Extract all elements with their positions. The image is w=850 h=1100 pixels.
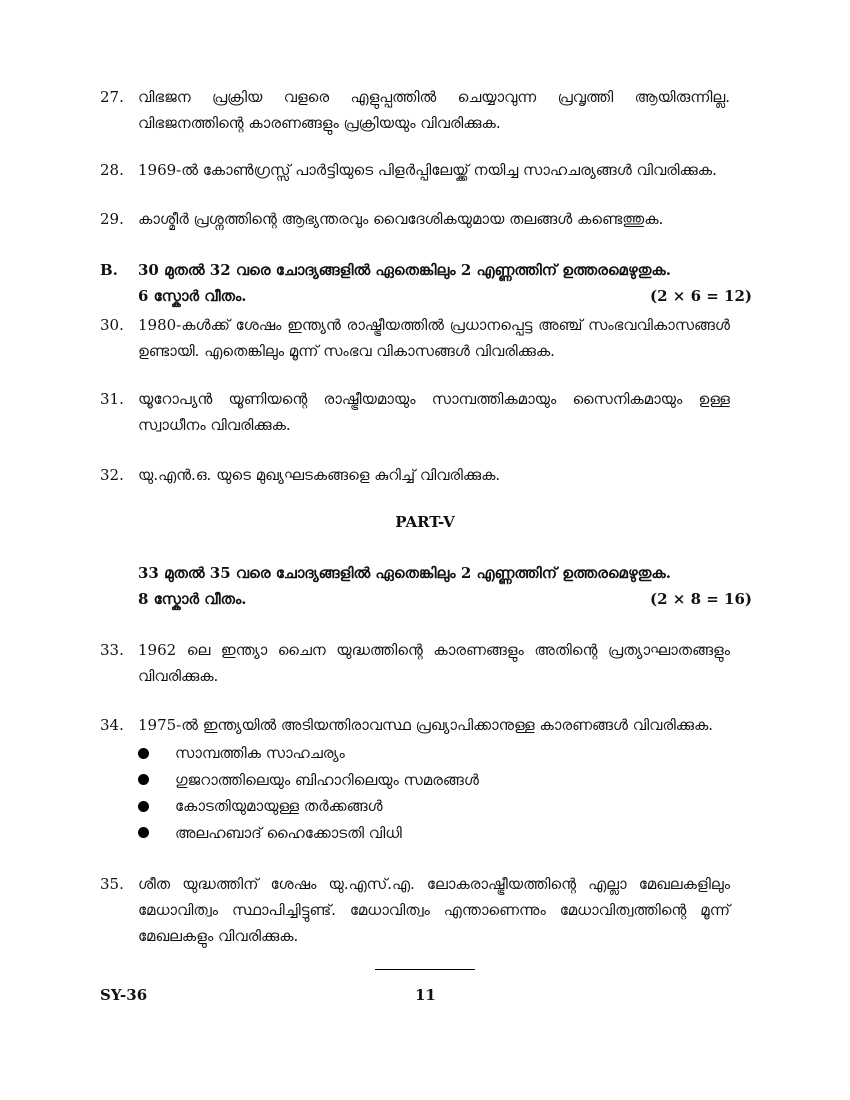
list-item xyxy=(138,793,738,820)
list-item-text: അലഹബാദ് ഹൈക്കോടതി വിധി xyxy=(175,823,402,842)
section-part5-instructions xyxy=(100,560,752,612)
question-text: 1962 ലെ ഇന്ത്യാ ചൈന യുദ്ധത്തിന്റെ കാരണങ്ങളും അതിന്റെ പ്രത്യാഘാതങ്ങളും വിവരിക്കുക. xyxy=(138,641,730,685)
bullet-icon xyxy=(138,827,149,838)
list-item xyxy=(138,767,738,794)
question-text: യു.എൻ.ഒ. യുടെ മുഖ്യഘടകങ്ങളെ കുറിച്ച് വിവരിക്കുക. xyxy=(138,466,501,484)
paper-code: SY-36 xyxy=(100,986,148,1004)
question-27 xyxy=(100,84,730,136)
bullet-icon xyxy=(138,774,149,785)
footer-divider xyxy=(375,969,475,970)
question-text: 1975-ൽ ഇന്ത്യയിൽ അടിയന്തിരാവസ്ഥ പ്രഖ്യാപിക്കാനുള്ള കാരണങ്ങൾ വിവരിക്കുക. xyxy=(138,716,714,734)
list-item xyxy=(138,740,738,767)
question-number: 29. xyxy=(100,210,124,228)
question-text: യൂറോപ്യൻ യൂണിയന്റെ രാഷ്ട്രീയമായും സാമ്പത്തികമായും സൈനികമായും ഉള്ള സ്വാധീനം വിവരിക്കുക. xyxy=(138,390,730,434)
score-each: 6 സ്കോർ വീതം. xyxy=(138,287,247,305)
question-31 xyxy=(100,386,730,438)
question-text: 1980-കൾക്ക് ശേഷം ഇന്ത്യൻ രാഷ്ട്രീയത്തിൽ പ്രധാനപ്പെട്ട അഞ്ച് സംഭവവികാസങ്ങൾ ഉണ്ടായി. എതെങ്കിലും മൂന്ന് സംഭവ വികാസങ്ങൾ വിവരിക്കുക. xyxy=(138,316,730,360)
question-number: 28. xyxy=(100,161,124,179)
part-title: PART-V xyxy=(395,513,455,531)
question-number: 31. xyxy=(100,390,124,408)
bullet-icon xyxy=(138,801,149,812)
list-item-text: ഗുജറാത്തിലെയും ബിഹാറിലെയും സമരങ്ങൾ xyxy=(175,770,479,789)
question-number: 33. xyxy=(100,641,124,659)
section-b-instructions xyxy=(100,257,752,309)
question-text: വിഭജന പ്രക്രിയ വളരെ എളുപ്പത്തിൽ ചെയ്യാവുന്ന പ്രവൃത്തി ആയിരുന്നില്ല. വിഭജനത്തിന്റെ കാരണങ്ങളും പ്രക്രിയയും വിവരിക്കുക. xyxy=(138,88,730,132)
question-number: 35. xyxy=(100,875,124,893)
list-item xyxy=(138,820,738,847)
marks-total: (2 × 8 = 16) xyxy=(650,590,752,608)
list-item-text: കോടതിയുമായുള്ള തർക്കങ്ങൾ xyxy=(175,797,383,816)
question-text: കാശ്മീർ പ്രശ്നത്തിന്റെ ആഭ്യന്തരവും വൈദേശികയുമായ തലങ്ങൾ കണ്ടെത്തുക. xyxy=(138,210,664,228)
question-33 xyxy=(100,637,730,689)
question-number: 34. xyxy=(100,716,124,734)
score-each: 8 സ്കോർ വീതം. xyxy=(138,590,247,608)
question-text: 1969-ൽ കോൺഗ്രസ്സ് പാർട്ടിയുടെ പിളർപ്പിലേയ്ക്ക് നയിച്ച സാഹചര്യങ്ങൾ വിവരിക്കുക. xyxy=(138,161,717,179)
marks-total: (2 × 6 = 12) xyxy=(650,287,752,305)
list-item-text: സാമ്പത്തിക സാഹചര്യം xyxy=(175,744,345,763)
question-30 xyxy=(100,312,730,364)
question-34 xyxy=(100,712,730,738)
question-28 xyxy=(100,157,730,183)
question-number: 30. xyxy=(100,316,124,334)
bullet-list xyxy=(138,740,738,846)
page-number: 11 xyxy=(415,986,436,1004)
question-29 xyxy=(100,206,730,232)
section-letter: B. xyxy=(100,261,118,279)
question-35 xyxy=(100,871,730,949)
bullet-icon xyxy=(138,748,149,759)
question-number: 32. xyxy=(100,466,124,484)
section-instruction: 33 മുതൽ 35 വരെ ചോദ്യങ്ങളിൽ ഏതെങ്കിലും 2 എണ്ണത്തിന് ഉത്തരമെഴുതുക. xyxy=(138,564,671,582)
question-32 xyxy=(100,462,730,488)
section-instruction: 30 മുതൽ 32 വരെ ചോദ്യങ്ങളിൽ ഏതെങ്കിലും 2 എണ്ണത്തിന് ഉത്തരമെഴുതുക. xyxy=(138,261,671,279)
question-number: 27. xyxy=(100,88,124,106)
question-text: ശീത യുദ്ധത്തിന് ശേഷം യു.എസ്.എ. ലോകരാഷ്ട്രീയത്തിന്റെ എല്ലാ മേഖലകളിലും മേധാവിത്വം സ്ഥാപിച്ചിട്ടുണ്ട്. മേധാവിത്വം എന്താണെന്നും മേധാവിത്വത്തിന്റെ മൂന്ന് മേഖലകളും വിവരിക്കുക. xyxy=(138,875,730,945)
